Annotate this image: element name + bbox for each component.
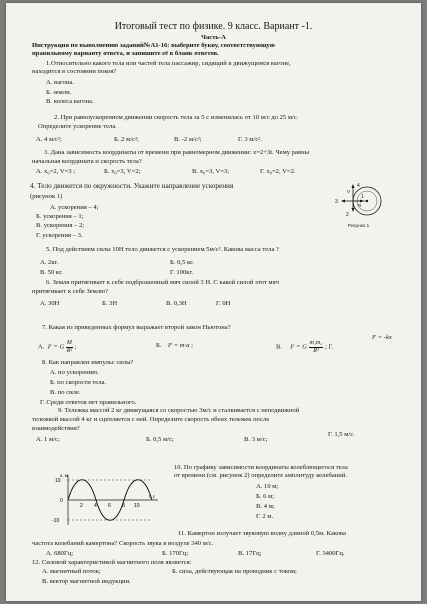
fig1-label-4: 4 (357, 183, 360, 189)
test-sheet (6, 3, 421, 601)
q5-option-b: Б. 0,5 кг. (170, 259, 194, 266)
q3-option-a: А. x₀=2, V=3 ; (36, 168, 76, 175)
q11-option-a: А. 680Гц; (46, 550, 74, 557)
q9-option-g: Г. 1,5 м/с. (328, 431, 355, 438)
question-5-text: 5. Под действием силы 10Н тело движется с ускорением 5м/с². Какова масса тела ? (46, 246, 279, 253)
question-10-text-cont: от времени (см. рисунок 2) определите амплитуду колебаний. (174, 472, 348, 479)
figure-1-caption: Рисунок 1 (348, 223, 370, 228)
q11-option-g: Г. 3400Гц. (316, 550, 345, 557)
graph-x-tick-4: 4 (94, 503, 97, 509)
question-4-text: 4. Тело движется по окружности. Укажите направление ускорения (30, 182, 234, 190)
q7-v-fraction: $\frac{\text{m₁m₂}}{\text{R²}}$ (309, 340, 323, 354)
q3-option-b: Б. x₀=3, V=2; (104, 168, 141, 175)
fig1-label-1: 1 (361, 194, 364, 200)
q3-option-g: Г. x₀=2, V=2. (260, 168, 296, 175)
fig1-label-2: 2 (346, 212, 349, 218)
graph-y-tick-neg10: -10 (52, 518, 60, 524)
graph-y-tick-10: 10 (55, 478, 61, 484)
q12-option-a: А. магнитный поток; (42, 568, 101, 575)
q9-option-v: В. 3 м/с; (244, 436, 268, 443)
question-4-text-cont: (рисунок 1) (30, 193, 63, 200)
q10-option-g: Г. 2 м. (256, 513, 274, 520)
question-8-text: 8. Как направлен импульс силы? (42, 359, 134, 366)
question-9-text-cont-2: взаимодействия? (32, 425, 80, 432)
question-12-text: 12. Силовой характеристикой магнитного поля является: (32, 559, 192, 566)
question-2-text: 2. При равноускоренном движении скорость тела за 5 с изменилась от 10 м/с до 25 м/с. (54, 114, 299, 121)
graph-x-tick-10: 10 (134, 503, 140, 509)
q10-option-b: Б. 6 м; (256, 493, 275, 500)
part-label: Часть-А (201, 34, 226, 41)
graph-x-tick-8: 8 (122, 503, 125, 509)
q7-option-a-label: А. (38, 343, 45, 351)
q5-option-a: А. 2кг. (40, 259, 59, 266)
q10-option-a: А. 10 м; (256, 483, 279, 490)
question-9-text-cont: тележкой массой 4 кг и сцепляется с ней. Определите скорость обеих тележек после (32, 416, 270, 423)
question-6-text-cont: притягивает к себе Землю? (32, 288, 108, 295)
q7-option-b: Б. F = m·a ; (156, 342, 194, 349)
q6-option-b: Б. 3Н (102, 300, 118, 307)
q7-option-v: В. F = G $\frac{\text{m₁m₂}}{\text{R²}}$ ; Г. (276, 340, 334, 354)
q8-option-v: В. по силе. (50, 389, 81, 396)
q2-option-b: Б. 2 м/с²; (114, 136, 139, 143)
q7-a-lhs: F = G (47, 343, 65, 351)
q7-option-g: F = -kx (372, 334, 392, 341)
question-2-text-cont: Определите ускорение тела. (38, 123, 117, 130)
question-3-text-cont: начальная координата и скорость тела? (32, 158, 142, 165)
question-7-text: 7. Какая из приведенных формул выражает второй закон Ньютона? (42, 324, 231, 331)
question-1-text-cont: находится в состоянии покоя? (32, 68, 117, 75)
question-11-text: 11. Камертон излучает звуковую волну длиной 0,5м. Какова (178, 530, 346, 537)
q8-option-a: А. по ускорению. (50, 369, 99, 376)
fig1-label-3: 3 (335, 199, 338, 205)
q4-option-b: Б. ускорения – 1; (36, 213, 84, 220)
q12-option-b: Б. сила, действующая на проводник с током; (172, 568, 297, 575)
q2-option-a: А. 4 м/с²; (36, 136, 62, 143)
q6-option-g: Г. 0Н (216, 300, 231, 307)
q2-option-v: В. -2 м/с²; (174, 136, 202, 143)
q2-option-g: Г. 3 м/с². (238, 136, 262, 143)
graph-x-tick-6: 6 (108, 503, 111, 509)
page-title: Итоговый тест по физике. 9 класс. Вариант -1. (114, 21, 313, 32)
q6-option-a: А. 30Н (40, 300, 60, 307)
q3-option-v: В. x₀=3, V=3; (192, 168, 230, 175)
graph-x-tick-2: 2 (80, 503, 83, 509)
q6-option-v: В. 0,3Н (166, 300, 187, 307)
graph-y-tick-0: 0 (60, 498, 63, 504)
q7-option-a: А. F = G $\frac{M}{\text{R²}}$ ; (38, 340, 77, 354)
question-6-text: 6. Земля притягивает к себе подброшенный мяч силой 3 Н. С какой силой этот мяч (46, 279, 279, 286)
q10-option-v: В. 4 м; (256, 503, 275, 510)
q11-option-v: В. 17Гц; (238, 550, 262, 557)
q7-a-fraction: $\frac{M}{\text{R²}}$ (66, 340, 73, 354)
figure-1-circle-motion (332, 179, 390, 231)
question-10-text: 10. По графику зависимости координаты колеблющегося тела (174, 464, 348, 471)
q1-option-a: А. вагона. (46, 79, 74, 86)
q9-option-b: Б. 0,5 м/с; (146, 436, 174, 443)
question-1-text: 1.Относительно какого тела или частей тела пассажир, сидящий в движущемся вагоне, (46, 60, 291, 67)
graph-y-axis-label: x, м (60, 473, 68, 478)
q12-option-v: В. вектор магнитной индукции. (42, 578, 131, 585)
q1-option-b: Б. земли. (46, 89, 72, 96)
q4-option-a: А. ускорения – 4; (50, 204, 99, 211)
question-11-text-cont: частота колебаний камертона? Скорость звука в воздухе 340 м/с. (32, 540, 214, 547)
instruction-line-1: Инструкция по выполнению заданий№А1-16: выберите букву, соответствующую (32, 42, 275, 49)
question-9-text: 9. Тележка массой 2 кг движущаяся со скоростью 3м/с и сталкивается с неподвижной (58, 407, 300, 414)
graph-x-axis-label: t, c (149, 494, 156, 499)
figure-2-oscillation-graph (52, 471, 162, 529)
q1-option-v: В. колеса вагона. (46, 98, 94, 105)
q5-option-v: В. 50 кг. (40, 269, 63, 276)
instruction-line-2: правильному варианту ответа, и запишите её в бланк ответов. (32, 50, 219, 57)
q11-option-b: Б. 170Гц; (162, 550, 189, 557)
q4-option-v: В. ускорения – 2; (36, 222, 85, 229)
q5-option-g: Г. 100кг. (170, 269, 194, 276)
q9-option-a: А. 1 м/с; (36, 436, 60, 443)
q4-option-g: Г. ускорения – 3. (36, 232, 83, 239)
question-3-text: 3. Дана зависимость координаты от времени при равномерном движении: x=2+3t. Чему равны (44, 149, 310, 156)
q8-option-b: Б. по скорости тела. (50, 379, 107, 386)
q8-option-g: Г. Среди ответов нет правильного. (40, 399, 137, 406)
fig1-label-v: V (347, 189, 351, 194)
fig1-label-r: R (358, 203, 362, 208)
